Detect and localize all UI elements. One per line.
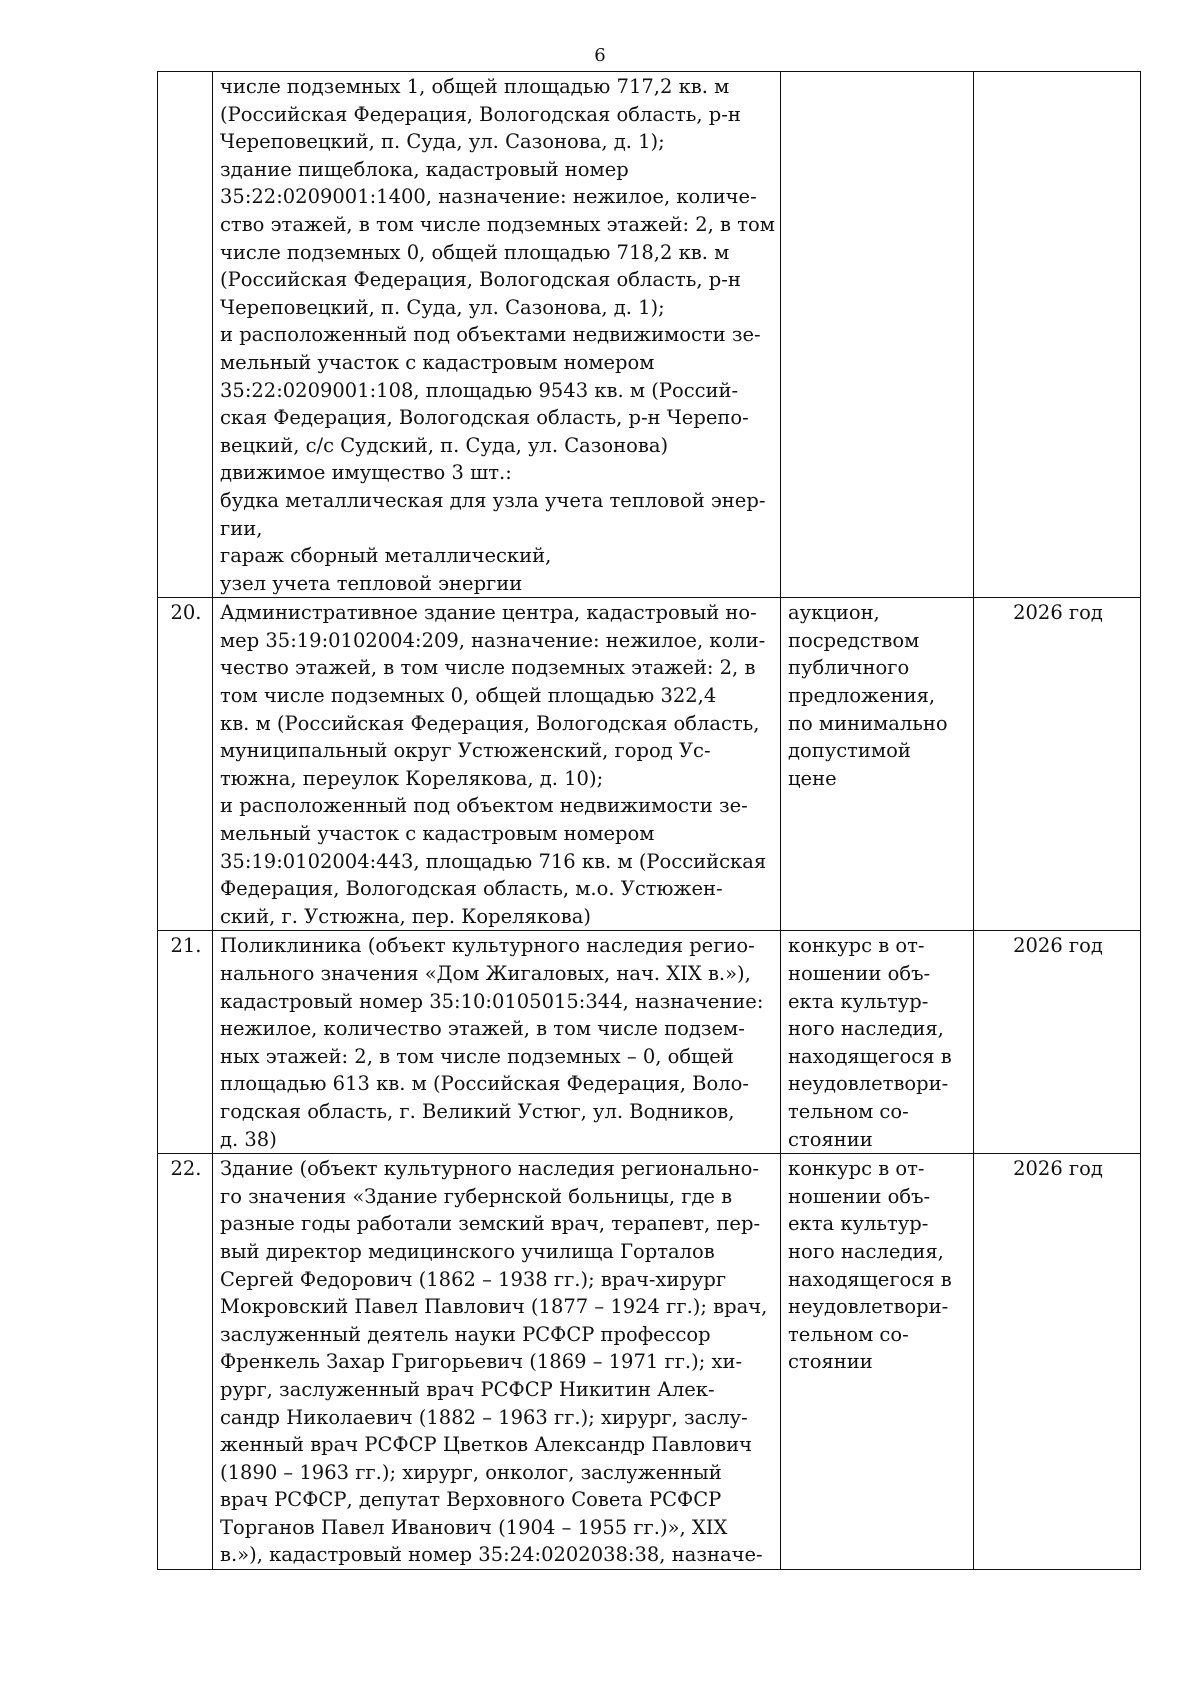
description-line: рург, заслуженный врач РСФСР Никитин Алек- <box>220 1377 715 1401</box>
description-line: 35:19:0102004:443, площадью 716 кв. м (Российская <box>220 849 767 873</box>
description-line: площадью 613 кв. м (Российская Федерация, Воло- <box>220 1072 749 1096</box>
method-line: стоянии <box>788 1350 873 1374</box>
method-line: предложения, <box>788 684 936 708</box>
description-line: заслуженный деятель науки РСФСР профессор <box>220 1322 711 1346</box>
description-line: и расположенный под объектом недвижимости зе- <box>220 794 748 818</box>
description-line: мельный участок с кадастровым номером <box>220 822 655 846</box>
description-line: Сергей Федорович (1862 – 1938 гг.); врач-хирург <box>220 1267 727 1291</box>
object-description-cell <box>213 598 781 931</box>
description-line: числе подземных 1, общей площадью 717,2 кв. м <box>220 75 730 98</box>
method-line: стоянии <box>788 1127 873 1151</box>
description-line: муниципальный округ Устюженский, город Ус- <box>220 739 711 763</box>
page-number: 6 <box>594 45 606 66</box>
method-line: находящегося в <box>788 1267 952 1291</box>
object-description-cell <box>213 72 781 598</box>
year-value: 2026 год <box>1013 1157 1103 1181</box>
table-row <box>158 72 1141 598</box>
description-line: том числе подземных 0, общей площадью 322,4 <box>220 684 717 708</box>
privatization-method-cell <box>781 72 974 598</box>
description-line: гараж сборный металлический, <box>220 544 552 568</box>
description-line: ская Федерация, Вологодская область, р-н Черепо- <box>220 406 749 430</box>
description-line: кв. м (Российская Федерация, Вологодская область, <box>220 711 760 735</box>
method-line: тельном со- <box>788 1099 909 1123</box>
method-line: неудовлетвори- <box>788 1072 949 1096</box>
method-line: публичного <box>788 656 910 680</box>
description-line: Здание (объект культурного наследия регионально- <box>220 1157 759 1181</box>
privatization-method-cell <box>781 1154 974 1570</box>
description-line: 35:22:0209001:108, площадью 9543 кв. м (Россий- <box>220 378 739 402</box>
table-row <box>158 598 1141 931</box>
description-line: женный врач РСФСР Цветков Александр Павлович <box>220 1433 752 1457</box>
method-line: ного наследия, <box>788 1017 944 1041</box>
description-line: будка металлическая для узла учета тепловой энер- <box>220 488 766 512</box>
method-line: неудовлетвори- <box>788 1295 949 1319</box>
description-line: (Российская Федерация, Вологодская область, р-н <box>220 102 741 126</box>
method-line: ношении объ- <box>788 962 931 985</box>
year-cell <box>974 1154 1141 1570</box>
method-line: ношении объ- <box>788 1184 931 1208</box>
description-line: Череповецкий, п. Суда, ул. Сазонова, д. 1); <box>220 295 665 319</box>
privatization-method-cell <box>781 598 974 931</box>
description-line: 35:22:0209001:1400, назначение: нежилое, количе- <box>220 185 757 209</box>
description-line: нального значения «Дом Жигаловых, нач. XIX в.»), <box>220 962 751 985</box>
row-number-cell <box>158 1154 213 1570</box>
description-line: годская область, г. Великий Устюг, ул. Водников, <box>220 1099 735 1123</box>
year-cell <box>974 931 1141 1154</box>
registry-table-body <box>158 72 1141 1570</box>
row-number-cell <box>158 598 213 931</box>
row-number-cell <box>158 72 213 598</box>
description-line: и расположенный под объектами недвижимости зе- <box>220 323 761 347</box>
description-line: Поликлиника (объект культурного наследия регио- <box>220 934 755 958</box>
row-number: 22. <box>170 1157 202 1181</box>
description-line: д. 38) <box>220 1127 277 1151</box>
description-line: вый директор медицинского училища Горталов <box>220 1239 715 1263</box>
row-number: 21. <box>170 934 202 958</box>
method-line: аукцион, <box>788 601 880 625</box>
description-line: здание пищеблока, кадастровый номер <box>220 157 629 181</box>
method-line: екта культур- <box>788 1212 929 1236</box>
description-line: Френкель Захар Григорьевич (1869 – 1971 гг.); хи- <box>220 1350 743 1374</box>
description-line: Череповецкий, п. Суда, ул. Сазонова, д. 1); <box>220 130 665 154</box>
method-line: ного наследия, <box>788 1239 944 1263</box>
description-line: кадастровый номер 35:10:0105015:344, назначение: <box>220 989 764 1013</box>
method-line: находящегося в <box>788 1044 952 1068</box>
description-line: числе подземных 0, общей площадью 718,2 кв. м <box>220 240 730 264</box>
description-line: движимое имущество 3 шт.: <box>220 461 512 485</box>
description-line: вецкий, с/с Судский, п. Суда, ул. Сазонова) <box>220 433 669 457</box>
description-line: Торганов Павел Иванович (1904 – 1955 гг.)», XIX <box>220 1515 728 1539</box>
object-description-cell <box>213 931 781 1154</box>
row-number-cell <box>158 931 213 1154</box>
description-line: Административное здание центра, кадастровый но- <box>220 601 757 625</box>
method-line: посредством <box>788 628 920 652</box>
privatization-method-cell <box>781 931 974 1154</box>
property-registry-table <box>157 71 1141 1570</box>
method-line: по минимально <box>788 711 948 735</box>
description-line: ных этажей: 2, в том числе подземных – 0, общей <box>220 1044 734 1068</box>
method-line: допустимой <box>788 739 911 763</box>
method-line: конкурс в от- <box>788 1157 925 1181</box>
description-line: разные годы работали земский врач, терапевт, пер- <box>220 1212 761 1236</box>
description-line: Федерация, Вологодская область, м.о. Устюжен- <box>220 877 723 901</box>
year-value: 2026 год <box>1013 601 1103 625</box>
description-line: (Российская Федерация, Вологодская область, р-н <box>220 268 741 292</box>
method-line: екта культур- <box>788 989 929 1013</box>
description-line: ство этажей, в том числе подземных этажей: 2, в том <box>220 212 775 236</box>
table-row <box>158 931 1141 1154</box>
year-cell <box>974 598 1141 931</box>
object-description-cell <box>213 1154 781 1570</box>
year-cell <box>974 72 1141 598</box>
description-line: Мокровский Павел Павлович (1877 – 1924 гг.); врач, <box>220 1295 768 1319</box>
description-line: мер 35:19:0102004:209, назначение: нежилое, коли- <box>220 628 766 652</box>
description-line: сандр Николаевич (1882 – 1963 гг.); хирург, заслу- <box>220 1405 748 1429</box>
description-line: врач РСФСР, депутат Верховного Совета РСФСР <box>220 1488 722 1512</box>
description-line: в.»), кадастровый номер 35:24:0202038:38, назначе- <box>220 1543 763 1567</box>
description-line: го значения «Здание губернской больницы, где в <box>220 1184 733 1208</box>
description-line: тюжна, переулок Корелякова, д. 10); <box>220 766 604 790</box>
description-line: (1890 – 1963 гг.); хирург, онколог, заслуженный <box>220 1460 722 1484</box>
row-number: 20. <box>170 601 202 625</box>
method-line: тельном со- <box>788 1322 909 1346</box>
description-line: мельный участок с кадастровым номером <box>220 350 655 374</box>
description-line: нежилое, количество этажей, в том числе подзем- <box>220 1017 745 1041</box>
method-line: конкурс в от- <box>788 934 925 958</box>
description-line: ский, г. Устюжна, пер. Корелякова) <box>220 904 591 928</box>
method-line: цене <box>788 766 837 790</box>
description-line: чество этажей, в том числе подземных этажей: 2, в <box>220 656 756 680</box>
table-row <box>158 1154 1141 1570</box>
description-line: гии, <box>220 516 263 540</box>
description-line: узел учета тепловой энергии <box>220 571 523 595</box>
year-value: 2026 год <box>1013 934 1103 958</box>
